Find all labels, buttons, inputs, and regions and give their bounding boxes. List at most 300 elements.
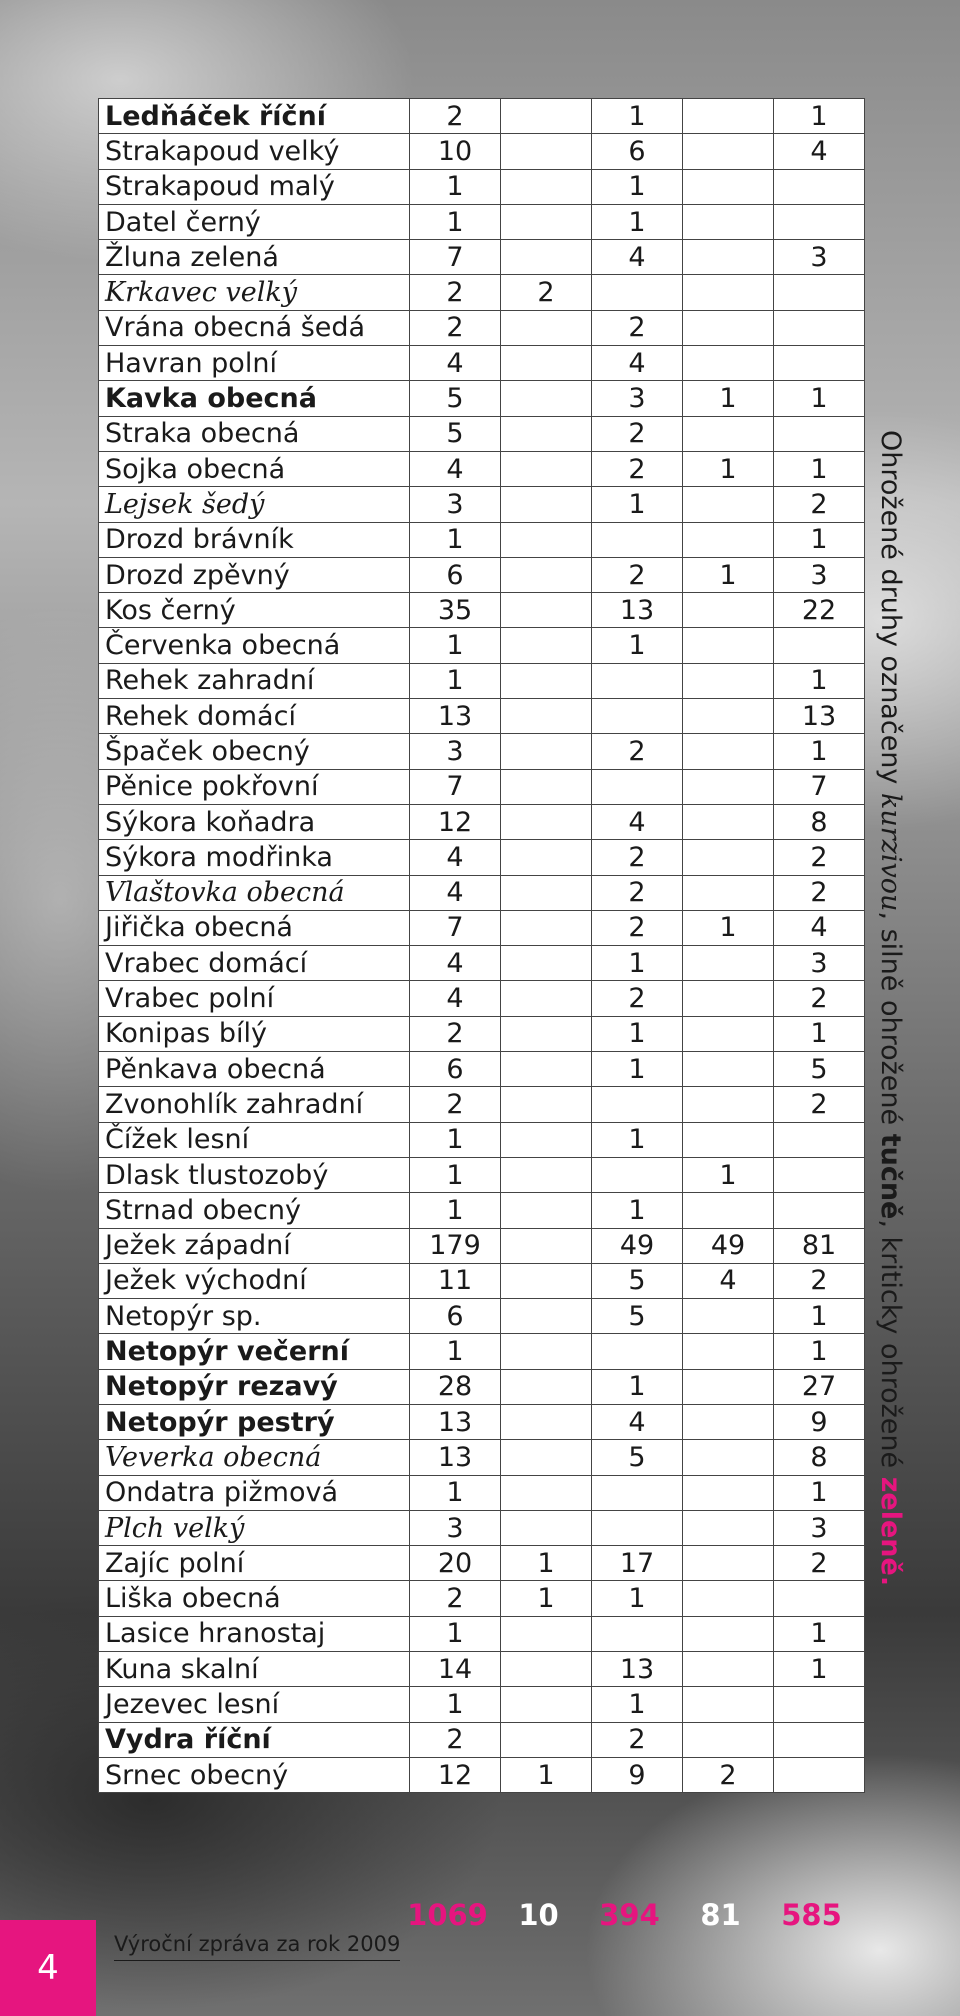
page-number-box [0, 1920, 96, 2016]
count-cell-c1: 1 [410, 1122, 501, 1157]
count-cell-c2 [501, 310, 592, 345]
count-cell-c4 [683, 1652, 774, 1687]
species-name-cell: Rehek zahradní [99, 663, 410, 698]
count-cell-c2 [501, 134, 592, 169]
table-row [99, 557, 865, 592]
count-cell-c5: 2 [774, 1546, 865, 1581]
count-cell-c1: 7 [410, 240, 501, 275]
species-name-cell: Vrabec domácí [99, 946, 410, 981]
count-cell-c3: 2 [592, 416, 683, 451]
count-cell-c1: 7 [410, 769, 501, 804]
count-cell-c1: 4 [410, 840, 501, 875]
species-name-cell: Sýkora koňadra [99, 804, 410, 839]
count-cell-c3: 1 [592, 1052, 683, 1087]
count-cell-c2 [501, 1157, 592, 1192]
count-cell-c2 [501, 663, 592, 698]
count-cell-c2 [501, 557, 592, 592]
count-cell-c3: 13 [592, 593, 683, 628]
count-cell-c3 [592, 1510, 683, 1545]
count-cell-c5: 2 [774, 487, 865, 522]
count-cell-c4 [683, 734, 774, 769]
count-cell-c4 [683, 769, 774, 804]
count-cell-c1: 12 [410, 1757, 501, 1792]
species-name-cell: Vrabec polní [99, 981, 410, 1016]
count-cell-c1: 2 [410, 99, 501, 134]
count-cell-c2 [501, 381, 592, 416]
count-cell-c3: 4 [592, 804, 683, 839]
count-cell-c3: 2 [592, 840, 683, 875]
count-cell-c5: 5 [774, 1052, 865, 1087]
table-row [99, 451, 865, 486]
total-cell-1: 1069 [407, 1898, 488, 1932]
table-row [99, 1122, 865, 1157]
table-row [99, 381, 865, 416]
count-cell-c4 [683, 1510, 774, 1545]
species-name-cell: Pěnice pokřovní [99, 769, 410, 804]
count-cell-c4: 1 [683, 910, 774, 945]
table-row [99, 1440, 865, 1475]
count-cell-c3: 4 [592, 240, 683, 275]
count-cell-c4: 2 [683, 1757, 774, 1792]
count-cell-c4 [683, 946, 774, 981]
count-cell-c1: 11 [410, 1263, 501, 1298]
count-cell-c4 [683, 1087, 774, 1122]
count-cell-c3: 4 [592, 1404, 683, 1439]
count-cell-c2 [501, 1122, 592, 1157]
count-cell-c2 [501, 1263, 592, 1298]
count-cell-c2 [501, 769, 592, 804]
species-name-cell: Drozd brávník [99, 522, 410, 557]
count-cell-c5: 1 [774, 1652, 865, 1687]
count-cell-c5: 1 [774, 1299, 865, 1334]
count-cell-c3: 6 [592, 134, 683, 169]
count-cell-c4 [683, 1404, 774, 1439]
species-name-cell: Konipas bílý [99, 1016, 410, 1051]
table-row [99, 1263, 865, 1298]
count-cell-c1: 6 [410, 1052, 501, 1087]
count-cell-c2 [501, 1052, 592, 1087]
count-cell-c5: 2 [774, 981, 865, 1016]
table-row [99, 1404, 865, 1439]
legend-note [870, 430, 910, 1587]
table-row [99, 663, 865, 698]
species-name-cell: Straka obecná [99, 416, 410, 451]
count-cell-c4 [683, 1299, 774, 1334]
count-cell-c2 [501, 204, 592, 239]
count-cell-c1: 10 [410, 134, 501, 169]
count-cell-c5 [774, 416, 865, 451]
count-cell-c5: 1 [774, 663, 865, 698]
count-cell-c4 [683, 1193, 774, 1228]
species-name-cell: Netopýr rezavý [99, 1369, 410, 1404]
species-name-cell: Pěnkava obecná [99, 1052, 410, 1087]
count-cell-c5: 22 [774, 593, 865, 628]
table-row [99, 628, 865, 663]
count-cell-c3 [592, 1616, 683, 1651]
table-row [99, 1299, 865, 1334]
count-cell-c5 [774, 204, 865, 239]
count-cell-c2 [501, 1652, 592, 1687]
species-name-cell: Ledňáček říční [99, 99, 410, 134]
count-cell-c4 [683, 804, 774, 839]
count-cell-c3: 17 [592, 1546, 683, 1581]
count-cell-c4 [683, 1016, 774, 1051]
count-cell-c4 [683, 522, 774, 557]
count-cell-c4 [683, 310, 774, 345]
species-name-cell: Vlaštovka obecná [99, 875, 410, 910]
count-cell-c1: 1 [410, 169, 501, 204]
count-cell-c5 [774, 1722, 865, 1757]
page-number: 4 [37, 1948, 59, 1988]
legend-bold-word: tučně [875, 1133, 906, 1220]
count-cell-c2 [501, 487, 592, 522]
count-cell-c3: 5 [592, 1299, 683, 1334]
count-cell-c2 [501, 734, 592, 769]
count-cell-c3 [592, 1087, 683, 1122]
species-name-cell: Dlask tlustozobý [99, 1157, 410, 1192]
count-cell-c1: 28 [410, 1369, 501, 1404]
count-cell-c2 [501, 804, 592, 839]
count-cell-c2 [501, 1299, 592, 1334]
count-cell-c3: 2 [592, 1722, 683, 1757]
count-cell-c4 [683, 875, 774, 910]
count-cell-c2 [501, 910, 592, 945]
count-cell-c4: 4 [683, 1263, 774, 1298]
count-cell-c3: 1 [592, 1016, 683, 1051]
table-row [99, 1369, 865, 1404]
count-cell-c4 [683, 1122, 774, 1157]
species-name-cell: Lasice hranostaj [99, 1616, 410, 1651]
count-cell-c5: 4 [774, 134, 865, 169]
species-name-cell: Plch velký [99, 1510, 410, 1545]
species-name-cell: Jiřička obecná [99, 910, 410, 945]
count-cell-c4 [683, 99, 774, 134]
species-name-cell: Červenka obecná [99, 628, 410, 663]
table-row [99, 522, 865, 557]
count-cell-c3: 4 [592, 346, 683, 381]
count-cell-c5: 8 [774, 1440, 865, 1475]
count-cell-c2 [501, 1369, 592, 1404]
count-cell-c1: 4 [410, 451, 501, 486]
count-cell-c3: 1 [592, 628, 683, 663]
count-cell-c4 [683, 169, 774, 204]
species-name-cell: Kos černý [99, 593, 410, 628]
table-row [99, 1334, 865, 1369]
count-cell-c1: 13 [410, 699, 501, 734]
count-cell-c5: 1 [774, 99, 865, 134]
count-cell-c2 [501, 946, 592, 981]
count-cell-c3 [592, 699, 683, 734]
count-cell-c1: 4 [410, 346, 501, 381]
species-name-cell: Špaček obecný [99, 734, 410, 769]
count-cell-c1: 6 [410, 557, 501, 592]
count-cell-c1: 1 [410, 1334, 501, 1369]
count-cell-c2 [501, 346, 592, 381]
count-cell-c3: 1 [592, 1369, 683, 1404]
count-cell-c5: 1 [774, 522, 865, 557]
count-cell-c4 [683, 699, 774, 734]
count-cell-c2 [501, 1193, 592, 1228]
count-cell-c1: 2 [410, 275, 501, 310]
count-cell-c5: 8 [774, 804, 865, 839]
table-row [99, 946, 865, 981]
species-name-cell: Strnad obecný [99, 1193, 410, 1228]
count-cell-c1: 179 [410, 1228, 501, 1263]
count-cell-c2 [501, 981, 592, 1016]
count-cell-c2: 2 [501, 275, 592, 310]
count-cell-c2 [501, 1334, 592, 1369]
count-cell-c1: 4 [410, 981, 501, 1016]
count-cell-c5: 2 [774, 840, 865, 875]
count-cell-c3 [592, 1157, 683, 1192]
table-row [99, 204, 865, 239]
count-cell-c3: 1 [592, 169, 683, 204]
count-cell-c1: 4 [410, 946, 501, 981]
count-cell-c2 [501, 522, 592, 557]
table-row [99, 487, 865, 522]
species-name-cell: Zajíc polní [99, 1546, 410, 1581]
table-row [99, 134, 865, 169]
count-cell-c2 [501, 1722, 592, 1757]
species-name-cell: Kavka obecná [99, 381, 410, 416]
count-cell-c1: 1 [410, 522, 501, 557]
count-cell-c2 [501, 1440, 592, 1475]
legend-green-word: zeleně [875, 1476, 906, 1576]
count-cell-c2 [501, 1687, 592, 1722]
legend-end: . [875, 1575, 906, 1587]
count-cell-c3: 1 [592, 1193, 683, 1228]
count-cell-c3: 5 [592, 1440, 683, 1475]
table-row [99, 1052, 865, 1087]
report-title: Výroční zpráva za rok 2009 [114, 1932, 400, 1961]
count-cell-c4 [683, 487, 774, 522]
table-row [99, 1722, 865, 1757]
count-cell-c1: 3 [410, 734, 501, 769]
count-cell-c5: 1 [774, 734, 865, 769]
count-cell-c5: 9 [774, 1404, 865, 1439]
count-cell-c4: 1 [683, 1157, 774, 1192]
count-cell-c2 [501, 169, 592, 204]
count-cell-c1: 20 [410, 1546, 501, 1581]
count-cell-c4 [683, 1334, 774, 1369]
count-cell-c3: 5 [592, 1263, 683, 1298]
count-cell-c2 [501, 875, 592, 910]
count-cell-c4 [683, 1440, 774, 1475]
count-cell-c4 [683, 1722, 774, 1757]
species-name-cell: Jezevec lesní [99, 1687, 410, 1722]
table-row [99, 910, 865, 945]
count-cell-c5 [774, 628, 865, 663]
species-name-cell: Sýkora modřinka [99, 840, 410, 875]
species-name-cell: Žluna zelená [99, 240, 410, 275]
table-row [99, 346, 865, 381]
count-cell-c1: 14 [410, 1652, 501, 1687]
table-row [99, 1016, 865, 1051]
count-cell-c5: 3 [774, 946, 865, 981]
table-row [99, 240, 865, 275]
count-cell-c2 [501, 1404, 592, 1439]
count-cell-c5 [774, 275, 865, 310]
count-cell-c5: 1 [774, 1334, 865, 1369]
count-cell-c3 [592, 663, 683, 698]
legend-text-2: , silně ohrožené [875, 911, 906, 1134]
species-name-cell: Vydra říční [99, 1722, 410, 1757]
count-cell-c5: 4 [774, 910, 865, 945]
species-name-cell: Havran polní [99, 346, 410, 381]
count-cell-c1: 1 [410, 1193, 501, 1228]
count-cell-c1: 2 [410, 1016, 501, 1051]
count-cell-c5 [774, 1193, 865, 1228]
count-cell-c1: 1 [410, 663, 501, 698]
count-cell-c5: 7 [774, 769, 865, 804]
count-cell-c2 [501, 1016, 592, 1051]
count-cell-c4 [683, 840, 774, 875]
count-cell-c3: 2 [592, 734, 683, 769]
count-cell-c1: 13 [410, 1404, 501, 1439]
count-cell-c5: 1 [774, 1016, 865, 1051]
species-name-cell: Strakapoud malý [99, 169, 410, 204]
count-cell-c4 [683, 240, 774, 275]
count-cell-c3: 2 [592, 557, 683, 592]
count-cell-c3: 1 [592, 204, 683, 239]
species-name-cell: Ježek východní [99, 1263, 410, 1298]
table-row [99, 981, 865, 1016]
table-row [99, 1581, 865, 1616]
count-cell-c1: 6 [410, 1299, 501, 1334]
species-name-cell: Kuna skalní [99, 1652, 410, 1687]
count-cell-c2 [501, 1228, 592, 1263]
table-row [99, 699, 865, 734]
count-cell-c1: 1 [410, 1687, 501, 1722]
count-cell-c3: 1 [592, 1122, 683, 1157]
count-cell-c2 [501, 416, 592, 451]
species-name-cell: Rehek domácí [99, 699, 410, 734]
table-row [99, 840, 865, 875]
count-cell-c1: 1 [410, 204, 501, 239]
table-row [99, 1193, 865, 1228]
count-cell-c1: 4 [410, 875, 501, 910]
count-cell-c5 [774, 1581, 865, 1616]
count-cell-c2 [501, 1087, 592, 1122]
count-cell-c3: 1 [592, 1687, 683, 1722]
count-cell-c5: 27 [774, 1369, 865, 1404]
count-cell-c5: 2 [774, 1263, 865, 1298]
table-row [99, 1687, 865, 1722]
table-row [99, 593, 865, 628]
count-cell-c1: 3 [410, 1510, 501, 1545]
count-cell-c5 [774, 1757, 865, 1792]
count-cell-c5: 3 [774, 240, 865, 275]
count-cell-c2 [501, 1475, 592, 1510]
count-cell-c3: 1 [592, 487, 683, 522]
legend-text-1: Ohrožené druhy označeny [875, 430, 906, 793]
count-cell-c4: 1 [683, 557, 774, 592]
count-cell-c5 [774, 310, 865, 345]
species-name-cell: Ježek západní [99, 1228, 410, 1263]
count-cell-c4 [683, 663, 774, 698]
count-cell-c2: 1 [501, 1546, 592, 1581]
species-name-cell: Čížek lesní [99, 1122, 410, 1157]
count-cell-c3 [592, 1334, 683, 1369]
table-row [99, 275, 865, 310]
count-cell-c3: 2 [592, 910, 683, 945]
count-cell-c4 [683, 416, 774, 451]
count-cell-c2 [501, 1616, 592, 1651]
table-row [99, 769, 865, 804]
count-cell-c3 [592, 1475, 683, 1510]
count-cell-c5 [774, 1122, 865, 1157]
species-name-cell: Krkavec velký [99, 275, 410, 310]
count-cell-c5: 2 [774, 875, 865, 910]
species-name-cell: Zvonohlík zahradní [99, 1087, 410, 1122]
species-table [98, 98, 864, 1793]
count-cell-c3: 1 [592, 99, 683, 134]
count-cell-c4 [683, 1616, 774, 1651]
count-cell-c2 [501, 240, 592, 275]
count-cell-c5: 2 [774, 1087, 865, 1122]
table-row [99, 416, 865, 451]
count-cell-c1: 13 [410, 1440, 501, 1475]
count-cell-c1: 35 [410, 593, 501, 628]
count-cell-c5: 81 [774, 1228, 865, 1263]
species-name-cell: Lejsek šedý [99, 487, 410, 522]
count-cell-c1: 3 [410, 487, 501, 522]
species-name-cell: Datel černý [99, 204, 410, 239]
count-cell-c1: 2 [410, 1087, 501, 1122]
count-cell-c2 [501, 99, 592, 134]
table-row [99, 1475, 865, 1510]
table-row [99, 1652, 865, 1687]
count-cell-c5 [774, 1157, 865, 1192]
table-row [99, 1228, 865, 1263]
count-cell-c5: 1 [774, 381, 865, 416]
count-cell-c5 [774, 169, 865, 204]
table-row [99, 99, 865, 134]
table-row [99, 1157, 865, 1192]
species-name-cell: Drozd zpěvný [99, 557, 410, 592]
count-cell-c3: 9 [592, 1757, 683, 1792]
table-row [99, 734, 865, 769]
count-cell-c4 [683, 593, 774, 628]
count-cell-c4 [683, 204, 774, 239]
count-cell-c4 [683, 1687, 774, 1722]
count-cell-c3: 2 [592, 981, 683, 1016]
count-cell-c2 [501, 451, 592, 486]
count-cell-c4 [683, 628, 774, 663]
count-cell-c5 [774, 1687, 865, 1722]
count-cell-c4 [683, 981, 774, 1016]
species-name-cell: Strakapoud velký [99, 134, 410, 169]
species-table-body [99, 99, 865, 1793]
count-cell-c2 [501, 840, 592, 875]
table-row [99, 1757, 865, 1792]
table-row [99, 804, 865, 839]
count-cell-c4: 1 [683, 381, 774, 416]
species-name-cell: Veverka obecná [99, 1440, 410, 1475]
total-cell-2: 10 [518, 1898, 559, 1932]
count-cell-c4 [683, 1581, 774, 1616]
count-cell-c4 [683, 1369, 774, 1404]
count-cell-c3 [592, 275, 683, 310]
count-cell-c5: 3 [774, 1510, 865, 1545]
count-cell-c5: 1 [774, 1475, 865, 1510]
count-cell-c2 [501, 628, 592, 663]
count-cell-c3: 3 [592, 381, 683, 416]
count-cell-c2: 1 [501, 1581, 592, 1616]
species-name-cell: Netopýr sp. [99, 1299, 410, 1334]
count-cell-c5: 3 [774, 557, 865, 592]
count-cell-c4 [683, 275, 774, 310]
